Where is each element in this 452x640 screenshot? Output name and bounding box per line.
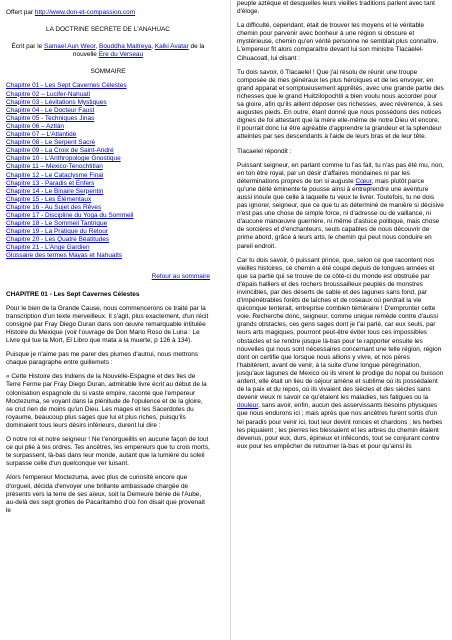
toc-link[interactable]: Chapitre 05 - Techniques Jinas: [6, 114, 95, 122]
toc-link[interactable]: Chapitre 10 - L'Anthropologie Gnostique: [6, 155, 121, 163]
offer-line: Offert par http://www.don-et-compassion.com: [6, 9, 136, 16]
paragraph: Tu dois savoir, ô Tlacaelel ! Que j'ai résolu de réunir une troupe composée de mes généraux les plus héroïques et de les envoyer, en grand apparat et somptueusement apprêtés, avec une grande partie des richesses que le grand Huitzilopochtli a bien voulu nous accorder pour sa gloire, afin qu'ils aillent déposer ces richesses, avec révérence, à ses augustes pieds. En outre, étant donné que nous possédons des notices dignes de foi attestant que la mère elle-même de notre Dieu vit encore, il pourrait donc lui être agréable d'apprendre la grandeur et la splendeur atteintes par ses descendants à l'aide de leurs bras et de leur tête.: [237, 68, 444, 141]
toc-link[interactable]: Chapitre 19 - La Pratique du Retour: [6, 228, 108, 236]
toc-link-glossary[interactable]: Glossaire des termes Mayas et Nahuatls: [6, 252, 122, 260]
author-link-maitreya[interactable]: Bouddha Maitreya: [99, 43, 152, 51]
back-to-summary-link[interactable]: Retour au sommaire: [151, 272, 210, 280]
back-to-summary-row: [6, 273, 210, 281]
paragraph: peuple aztèque et desquelles leurs vieilles traditions parlent avec tant d'éloge.: [237, 0, 435, 16]
toc-link[interactable]: Chapitre 04 - Le Docteur Faust: [6, 106, 95, 114]
chapter-heading: CHAPITRE 01 - Les Sept Cavernes Célestes: [6, 290, 140, 298]
paragraph: Car tu dois savoir, ô puissant prince, que, selon ce que racontent nos vieilles histoires, ce chemin a été coupé depuis de longues années et que sa partie qui se trouve de ce côté-ci du monde est obstruée par d'épais halliers et des rochers broussailleux peuplés de monstres invincibles, par des déserts de sable et des lagunes sans fond, par d'impénétrables forêts de laîches et de roseaux où perdrait la vie quiconque tenterait, entreprise combien téméraire ! D'emprunter cette voie. Recherche donc, seigneur, comme unique remède contre d'aussi grands obstacles, ces gens sages dont je t'ai parlé, car eux seuls, par leurs arts magiques, pourront peut-être éviter tous ces impossibles obstacles et se rendre jusque là-bas pour te rapporter ensuite les nouvelles qui nous sont nécessaires concernant une telle région, région dont on certifie que lorsque nous allions y vivre, et nos pères l'habitèrent, avant de venir, à la suite d'une longue pérégrination, jusqu'aux lagunes de Mexico où ils virent le prodige du nopal ou buisson ardent, elle était un lieu de séjour amène et sublime où ils possédaient de la paix et du repos, où ils vivaient des siècles et des siècles sans devenir vieux ni savoir ce qu'étaient les maladies, les fatigues ou la douleur, sans avoir, enfin, aucun des asservissants besoins physiques que nous endurons ici ; mais après que nos ancêtres furent sortis d'un tel paradis pour venir ici, tout leur devint ronces et chardons ; les herbes les piquaient ; les pierres les blessaient et les arbres du chemin étaient devenus, pour eux, durs, épineux et inféconds, tout se conjurant contre eux pour les empêcher de retourner là-bas et pour qu'ainsi ils: [237, 256, 444, 450]
toc-link[interactable]: Chapitre 01 - Les Sept Cavernes Célestes: [6, 82, 127, 90]
toc-link[interactable]: Chapitre 03 - Lévitations Mystiques: [6, 98, 107, 106]
column-divider: [230, 0, 231, 640]
toc-link[interactable]: Chapitre 15 - Les Élémentaux: [6, 195, 92, 203]
toc-link[interactable]: Chapitre 11 – Mexico-Tenochtitlan: [6, 163, 103, 171]
toc-link[interactable]: Chapitre 14 - Le Binaire Serpentin: [6, 187, 104, 195]
toc-link[interactable]: Chapitre 08 - Le Serpent Sacré: [6, 139, 96, 147]
offer-link[interactable]: http://www.don-et-compassion.com: [34, 9, 136, 16]
toc-link[interactable]: Chapitre 17 - Discipline du Yoga du Sommeil: [6, 211, 134, 219]
toc-link[interactable]: Chapitre 21 - L'Ange Gardien: [6, 244, 90, 252]
paragraph: Puissant seigneur, en parlant comme tu l'as fait, tu n'as pas été mu, non, en ton être royal, par un désir d'affaires mondaines ni par les déterminations propres de ton si auguste Cœur, mais plutôt parce qu'une déité éminente te pousse ainsi à entreprendre une aventure aussi inouïe que celle à laquelle tu veux te livrer. Toutefois, tu ne dois pas ignorer, seigneur, que ce que tu as déterminé de manière si décisive n'est pas une chose de simple force, ni d'adresse ou de vaillance, ni d'aucune manœuvre guerrière, ni même d'astuce politique, mais chose de sorcières et d'enchanteurs, seuls capables de nous découvrir de prime abord, grâce à leurs arts, le chemin qui peut nous conduire en pareil endroit.: [237, 161, 444, 250]
era-link[interactable]: Ere du Verseau: [98, 51, 144, 59]
toc-link[interactable]: Chapitre 20 - Les Quatre Béatitudes: [6, 236, 110, 244]
table-of-contents: [6, 82, 210, 260]
paragraph: Alors l'empereur Moctezuma, avec plus de curiosité encore que d'orgueil, décida d'envoyer une brillante ambassade chargée de présents vers la terre de ses aïeux, soit la Demeure bénie de l'Aube, au-delà des sept grottes de Pacaritambo d'où l'on disait que provenait le: [6, 474, 205, 514]
right-column: [237, 0, 444, 457]
paragraph: « Cette Histoire des Indiens de la Nouvelle-Espagne et des îles de Terre Ferme par Fray Diego Duran, admirable livre écrit au début de la colonisation espagnole du si vaste empire, raconte que l'empereur Moctezuma, se voyant dans la plénitude de l'opulence et de la gloire, se crut rien de moins qu'un Dieu. Les mages et les Sacerdotes du royaume, beaucoup plus sages que lui et plus riches, puisqu'ils dominaient tous leurs désirs inférieurs, durent lui dire :: [6, 373, 207, 429]
paragraph: O notre roi et notre seigneur ! Ne t'enorgueillis en aucune façon de tout ce qui plie à tes ordres. Tes ancêtres, les empereurs que tu crois morts, te surpassent, là-bas dans leur monde, autant que la lumière du soleil surpasse celle d'un quelconque ver luisant.: [6, 436, 210, 468]
toc-link[interactable]: Chapitre 09 - La Croix de Saint-André: [6, 147, 114, 155]
toc-link[interactable]: Chapitre 18 - Le Sommeil Tantrique: [6, 220, 108, 228]
toc-link[interactable]: Chapitre 12 - Le Cataclysme Final: [6, 171, 104, 179]
toc-link[interactable]: Chapitre 13 - Paradis et Enfers: [6, 179, 95, 187]
left-column: [6, 9, 210, 521]
author-link-kalki[interactable]: Kalki Avatar: [154, 43, 189, 51]
toc-link[interactable]: Chapitre 07 – L'Atlantide: [6, 131, 77, 139]
toc-link[interactable]: Chapitre 06 – Aztlán: [6, 122, 64, 130]
coeur-link[interactable]: Cœur: [355, 177, 372, 185]
author-link-samael[interactable]: Samael Aun Weor: [44, 43, 96, 51]
paragraph: Puisque je n'aime pas me parer des plumes d'autrui, nous mettrons chaque paragraphe entre guillemets :: [6, 351, 199, 367]
toc-link[interactable]: Chapitre 16 - Au Sujet des Rêves: [6, 203, 102, 211]
author-line: Écrit par le Samael Aun Weor, Bouddha Maitreya, Kalki Avatar de la nouvelle Ere du Verseau: [11, 43, 205, 59]
toc-link[interactable]: Chapitre 02 – Lucifer-Nahuatl: [6, 90, 91, 98]
paragraph: Tlacaelel répondit :: [237, 147, 292, 155]
paragraph: La difficulté, cependant, était de trouver les moyens et le véritable chemin pour parvenir avec bonheur à une région si obscure et mystérieuse, chemin qu'en vérité personne ne semblait plus connaître. L'empereur fit alors comparaître devant lui son ministre Tlacaelel-Cihuacoatl, lui disant :: [237, 22, 439, 62]
paragraph: Pour le bien de la Grande Cause, nous commencerons ce traité par la transcription d'un texte merveilleux. Il s'agit, plus exactement, d'un récit consigné par Fray Diego Duran dans son œuvre remarquable intitulée Histoire du Mexique (voir l'ouvrage de Don Mario Roso de Luna : Le Livre qui tue la Mort, El Libro que mata a la muerte, p 126 à 134).: [6, 304, 209, 345]
book-title: LA DOCTRINE SECRETE DE L'ANAHUAC: [46, 26, 170, 34]
summary-heading: SOMMAIRE: [90, 68, 126, 76]
douleur-link[interactable]: douleur: [237, 402, 259, 410]
